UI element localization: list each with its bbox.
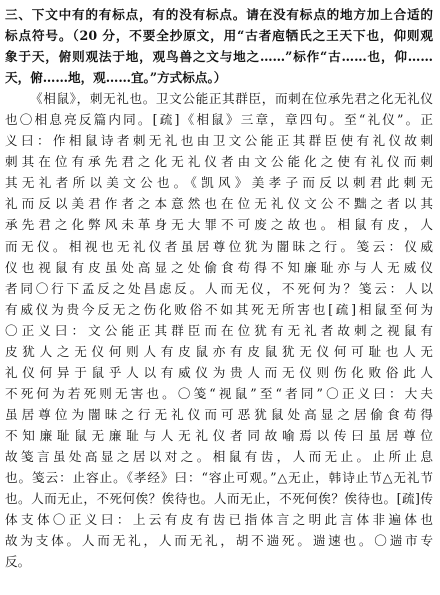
passage-line: 体支体〇正义曰：上云有皮有齿已指体言之明此言体非遍体也 (5, 512, 433, 528)
passage-line: 不死何为若死则无害也。〇笺“视鼠”至“者同”〇正义曰：大夫 (5, 385, 433, 401)
passage-line: 礼而反以美君作者之本意然也在位无礼仪文公不黜之者以其 (5, 196, 433, 212)
passage-line: 承先君之化弊风未革身无大罪不可废之故也。相鼠有皮，人 (5, 217, 433, 233)
passage-line: 虽居尊位为闇昧之行无礼仪而可恶犹鼠处高显之居偷食苟得 (5, 406, 433, 422)
passage-line: 故为支体。人而无礼，人而无礼，胡不遄死。遄速也。〇遄市专 (5, 533, 433, 549)
document-page (5, 4, 433, 572)
passage-line: 故笺言虽处高显之居以对之。相鼠有齿，人而无止。止所止息 (5, 448, 433, 464)
passage-line: 〇正义曰：文公能正其群臣而在位犹有无礼者故刺之视鼠有 (5, 322, 433, 338)
passage-line: 仪也视鼠有皮虽处高显之处偷食苟得不知廉耻亦与人无威仪 (5, 259, 433, 275)
passage-line: 刺其在位有承先君之化无礼仪者由文公能化之使有礼仪而刺 (5, 154, 433, 170)
passage-line: 反。 (5, 554, 31, 570)
passage-line: 也〇相息亮反篇内同。[疏]《相鼠》三章，章四句。至“礼仪”。正 (5, 112, 433, 128)
passage-line: 有威仪为贵今反无之伤化败俗不如其死无所害也[疏]相鼠至何为 (5, 301, 433, 317)
question-line: 天，俯……地，观……宜。”方式标点。） (5, 70, 227, 86)
passage-line: 《相鼠》，刺无礼也。卫文公能正其群臣，而刺在位承先君之化无礼仪 (30, 91, 433, 107)
question-prompt (5, 4, 433, 88)
passage-line: 而无仪。相视也无礼仪者虽居尊位犹为闇昧之行。笺云：仪威 (5, 238, 433, 254)
passage-line: 也。笺云：止容止。《孝经》曰：“容止可观。”△无止，韩诗止节△无礼节 (5, 470, 433, 486)
passage-line: 义曰：作相鼠诗者刺无礼也由卫文公能正其群臣使有礼仪故刺 (5, 133, 433, 149)
classical-passage (5, 88, 433, 572)
passage-line: 其无礼者所以美文公也。《凯风》美孝子而反以刺君此刺无 (5, 175, 433, 191)
passage-line: 者同〇行下孟反之处昌虑反。人而无仪，不死何为？笺云：人以 (5, 280, 433, 296)
passage-line: 礼仪何异于鼠乎人以有威仪为贵人而无仪则伤化败俗此人 (5, 364, 433, 380)
question-line: 象于天，俯则观法于地，观鸟兽之文与地之……”标作“古……也，仰…… (5, 49, 433, 65)
passage-line: 也。人而无止，不死何俟？俟待也。人而无止，不死何俟？俟待也。[疏]传 (5, 491, 433, 507)
question-line: 三、下文中有的有标点，有的没有标点。请在没有标点的地方加上合适的 (5, 7, 433, 22)
question-line: 标点符号。（20 分，不要全抄原文，用“古者庖牺氏之王天下也，仰则观 (5, 28, 433, 44)
passage-line: 不知廉耻鼠无廉耻与人无礼仪者同故喻焉以传曰虽居尊位 (5, 427, 433, 443)
passage-line: 皮犹人之无仪何则人有皮鼠亦有皮鼠犹无仪何可耻也人无 (5, 343, 433, 359)
